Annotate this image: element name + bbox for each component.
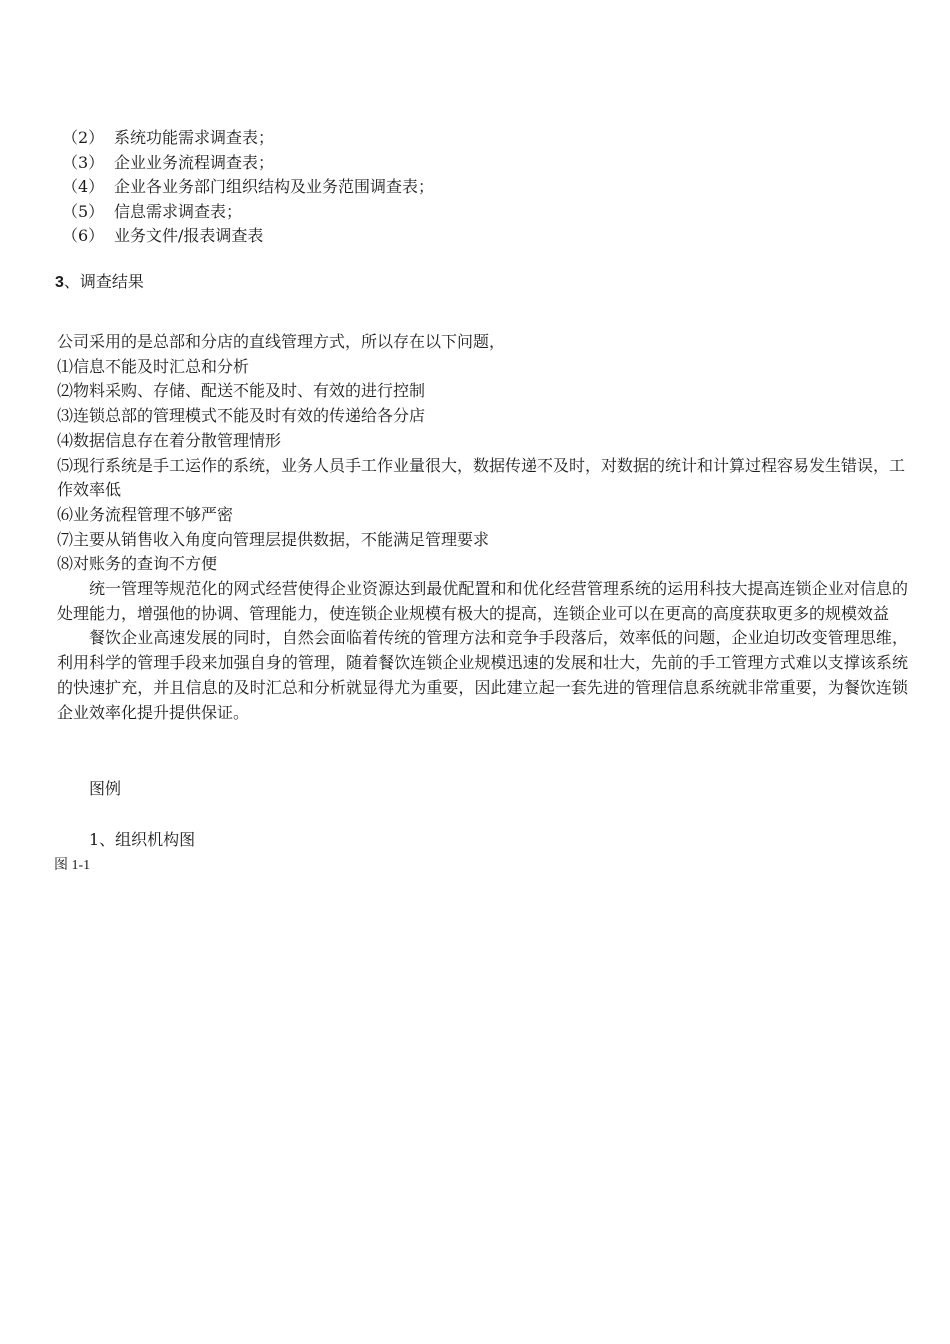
org-chart-heading: 1、组织机构图: [89, 830, 196, 849]
problem-item: ⑸现行系统是手工运作的系统，业务人员手工作业量很大，数据传递不及时，对数据的统计和计算过程容易发生错误，工作效率低: [57, 455, 906, 500]
list-item: [62, 151, 902, 176]
list-item-text: 企业业务流程调查表；: [114, 152, 275, 172]
list-item-text: 信息需求调查表；: [114, 201, 243, 221]
list-item-number: （6）: [62, 226, 105, 245]
section-title: 、调查结果: [63, 272, 144, 291]
problem-item: ⑻对账务的查询不方便: [57, 554, 218, 574]
problem-item: ⑵物料采购、存储、配送不能及时、有效的进行控制: [57, 381, 426, 401]
list-item-number: （3）: [62, 152, 105, 172]
list-item-number: （5）: [62, 201, 105, 221]
section-heading: [55, 271, 144, 294]
legend-heading: 图例: [89, 779, 122, 798]
intro-text: 公司采用的是总部和分店的直线管理方式，所以存在以下问题，: [57, 332, 506, 351]
body-paragraph: 餐饮企业高速发展的同时，自然会面临着传统的管理方法和竞争手段落后，效率低的问题，企业迫切改变管理思维，利用科学的管理手段来加强自身的管理，随着餐饮连锁企业规模迅速的发展和壮大，先前的手工管理方式难以支撑该系统的快速扩充，并且信息的及时汇总和分析就显得尤为重要，因此建立起一套先进的管理信息系统就非常重要，为餐饮连锁企业效率化提升提供保证。: [57, 628, 908, 722]
problem-item: ⑹业务流程管理不够严密: [57, 504, 234, 524]
list-item: [62, 200, 902, 225]
list-item: [62, 175, 902, 200]
body-paragraph: 统一管理等规范化的网式经营使得企业资源达到最优配置和和优化经营管理系统的运用科技大提高连锁企业对信息的处理能力，增强他的协调、管理能力，使连锁企业规模有极大的提高，连锁企业可以在更高的高度获取更多的规模效益: [57, 579, 908, 623]
problem-item: ⑷数据信息存在着分散管理情形: [57, 430, 282, 450]
figure-caption: 图 1-1: [54, 858, 91, 873]
list-item-text: 系统功能需求调查表；: [114, 128, 275, 147]
survey-form-list: [62, 126, 902, 249]
problem-item: ⑺主要从销售收入角度向管理层提供数据，不能满足管理要求: [57, 529, 490, 549]
problem-item: ⑴信息不能及时汇总和分析: [57, 356, 250, 376]
list-item-number: （4）: [62, 177, 105, 196]
list-item-text: 企业各业务部门组织结构及业务范围调查表；: [114, 177, 435, 196]
list-item: [62, 126, 902, 151]
survey-results-body: [57, 330, 908, 725]
problem-item: ⑶连锁总部的管理模式不能及时有效的传递给各分店: [57, 406, 426, 426]
list-item-text: 业务文件/报表调查表: [114, 226, 264, 245]
list-item: [62, 224, 902, 249]
section-number: 3: [55, 274, 64, 291]
list-item-number: （2）: [62, 128, 105, 147]
